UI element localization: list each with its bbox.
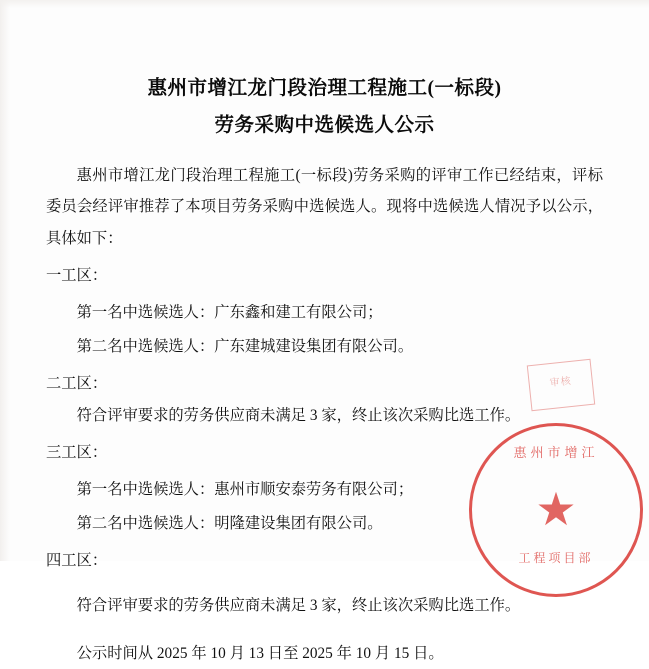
small-stamp-text: 审核 (549, 375, 573, 390)
paper-edge-top (0, 0, 649, 8)
section-3-item-1: 第一名中选候选人：惠州市顺安泰劳务有限公司； (76, 481, 414, 499)
section-3-item-2: 第二名中选候选人：明隆建设集团有限公司。 (76, 514, 383, 532)
seal-top-text: 惠州市增江 (513, 445, 599, 460)
notice-period: 公示时间从 2025 年 10 月 13 日至 2025 年 10 月 15 日。 (76, 644, 444, 662)
page-title-line-2: 劳务采购中选候选人公示 (214, 115, 435, 137)
spacer (46, 576, 603, 590)
section-label-4: 四工区： (46, 551, 108, 569)
section-1-item-2: 第二名中选候选人：广东建城建设集团有限公司。 (76, 337, 414, 355)
section-2-item-1: 符合评审要求的劳务供应商未满足 3 家，终止该次采购比选工作。 (76, 406, 521, 424)
seal-bottom-text: 工程项目部 (518, 551, 594, 565)
page-title-line-1: 惠州市增江龙门段治理工程施工(一标段) (147, 78, 502, 99)
section-4-item-1: 符合评审要求的劳务供应商未满足 3 家，终止该次采购比选工作。 (76, 597, 521, 615)
section-label-2: 二工区： (46, 375, 108, 393)
paper-edge-left (0, 0, 10, 561)
section-label-3: 三工区： (46, 443, 108, 461)
seal-star-icon: ★ (535, 484, 577, 535)
intro-paragraph: 惠州市增江龙门段治理工程施工(一标段)劳务采购的评审工作已经结束，评标委员会经评审推荐了本项目劳务采购中选候选人。现将中选候选人情况予以公示，具体如下： (46, 167, 603, 247)
document-title-block (46, 70, 603, 144)
section-1-item-1: 第一名中选候选人：广东鑫和建工有限公司； (76, 304, 383, 322)
section-label-1: 一工区： (46, 267, 108, 285)
